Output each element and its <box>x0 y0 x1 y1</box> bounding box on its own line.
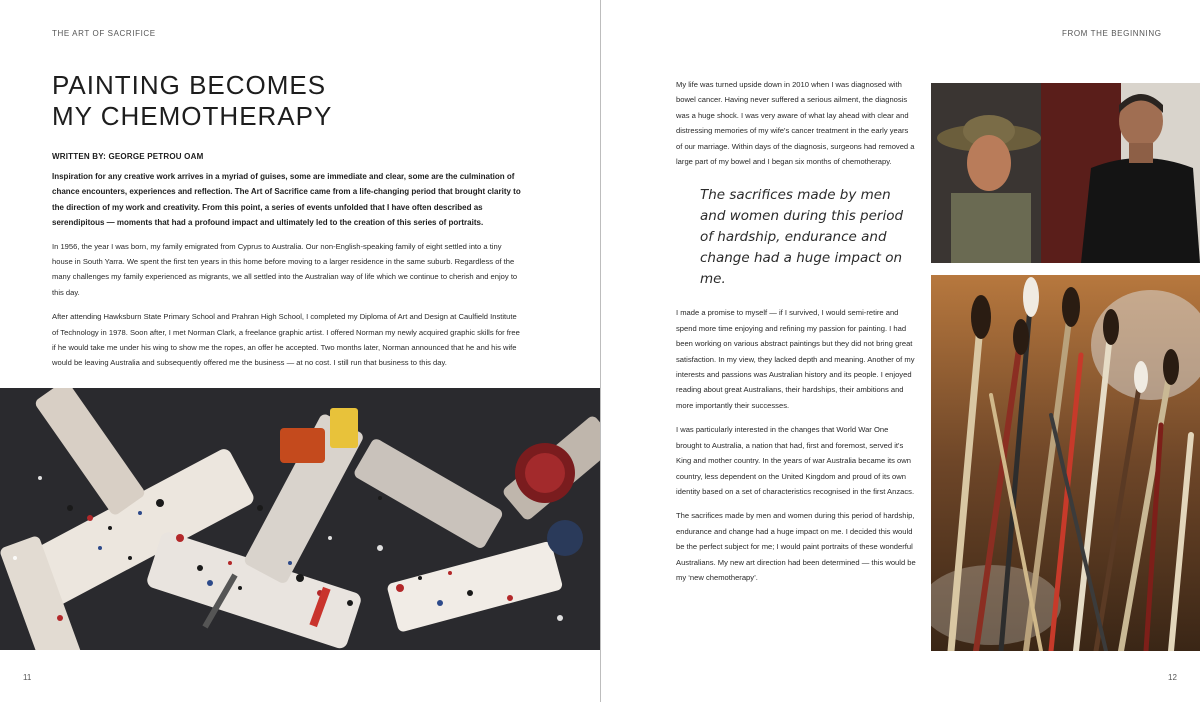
page-number-left: 11 <box>23 673 32 682</box>
title-line-2: MY CHEMOTHERAPY <box>52 101 333 131</box>
right-body-column <box>676 77 916 594</box>
page-gutter <box>600 0 601 702</box>
artist-portrait-photo <box>931 83 1200 263</box>
left-body-column <box>52 169 524 380</box>
page-number-right: 12 <box>1168 673 1177 682</box>
body-paragraph: The sacrifices made by men and women during this period of hardship, endurance and change had a huge impact on me. I decided this would be the perfect subject for me; I would paint portraits of these wonderful Australians. My new art direction had been determined — this would be my ‘new chemotherapy’. <box>676 511 916 582</box>
paint-tubes-photo <box>0 388 600 650</box>
byline: WRITTEN BY: GEORGE PETROU OAM <box>52 152 204 161</box>
body-paragraph: My life was turned upside down in 2010 when I was diagnosed with bowel cancer. Having never suffered a serious ailment, the diagnosis was a huge shock. I was very aware of what lay ahead with clear and distressing memories of my wife's cancer treatment in the early years of our marriage. Within days of the diagnosis, surgeons had removed a large part of my bowel and I began six months of chemotherapy. <box>676 80 915 167</box>
body-paragraph: In 1956, the year I was born, my family emigrated from Cyprus to Australia. Our non-English-speaking family of eight settled into a tiny house in South Yarra. We spent the first ten years in this home before moving to a larger residence in the same suburb. Regardless of the many challenges my family experienced as migrants, we all settled into the Australian way of life which we continue to cherish and enjoy to this day. <box>52 241 518 297</box>
paint-brushes-photo <box>931 275 1200 651</box>
article-title <box>52 70 522 132</box>
pull-quote: The sacrifices made by men and women during this period of hardship, endurance and change had a huge impact on me. <box>700 187 904 288</box>
body-paragraph: After attending Hawksburn State Primary School and Prahran High School, I completed my Diploma of Art and Design at Caulfield Institute of Technology in 1978. Soon after, I met Norman Clark, a freelance graphic artist. I offered Norman my newly acquired graphic skills for free if he would take me under his wing to show me the ropes, an offer he accepted. Two months later, Norman announced that he and his wife would be leaving Australia and subsequently offered me the business — at no cost. I still run that business to this day. <box>52 312 520 368</box>
running-head-left: THE ART OF SACRIFICE <box>52 29 156 38</box>
body-paragraph: I made a promise to myself — if I survived, I would semi-retire and spend more time enjoying and refining my passion for painting. I had been working on various abstract paintings but they did not bring great satisfaction. In my view, they lacked depth and meaning. Another of my interests and passions was Australian history and its people. I enjoyed reading about great Australians, their hardships, their ambitions and more importantly their successes. <box>676 308 915 410</box>
running-head-right: FROM THE BEGINNING <box>1062 29 1162 38</box>
lede-paragraph: Inspiration for any creative work arrives in a myriad of guises, some are immediate and clear, some are the culmination of chance encounters, experiences and reflection. The Art of Sacrifice came from a life-changing period that brought clarity to the direction of my work and creativity. From this point, a series of events unfolded that I have often described as serendipitous — moments that had a profound impact and ultimately led to the creation of this series of portraits. <box>52 172 521 228</box>
body-paragraph: I was particularly interested in the changes that World War One brought to Australia, a nation that had, first and foremost, served it's King and mother country. In the years of war Australia became its own country, less dependent on the United Kingdom and proud of its own identity based on a set of characteristics recognised in the first Anzacs. <box>676 425 915 496</box>
title-line-1: PAINTING BECOMES <box>52 70 327 100</box>
